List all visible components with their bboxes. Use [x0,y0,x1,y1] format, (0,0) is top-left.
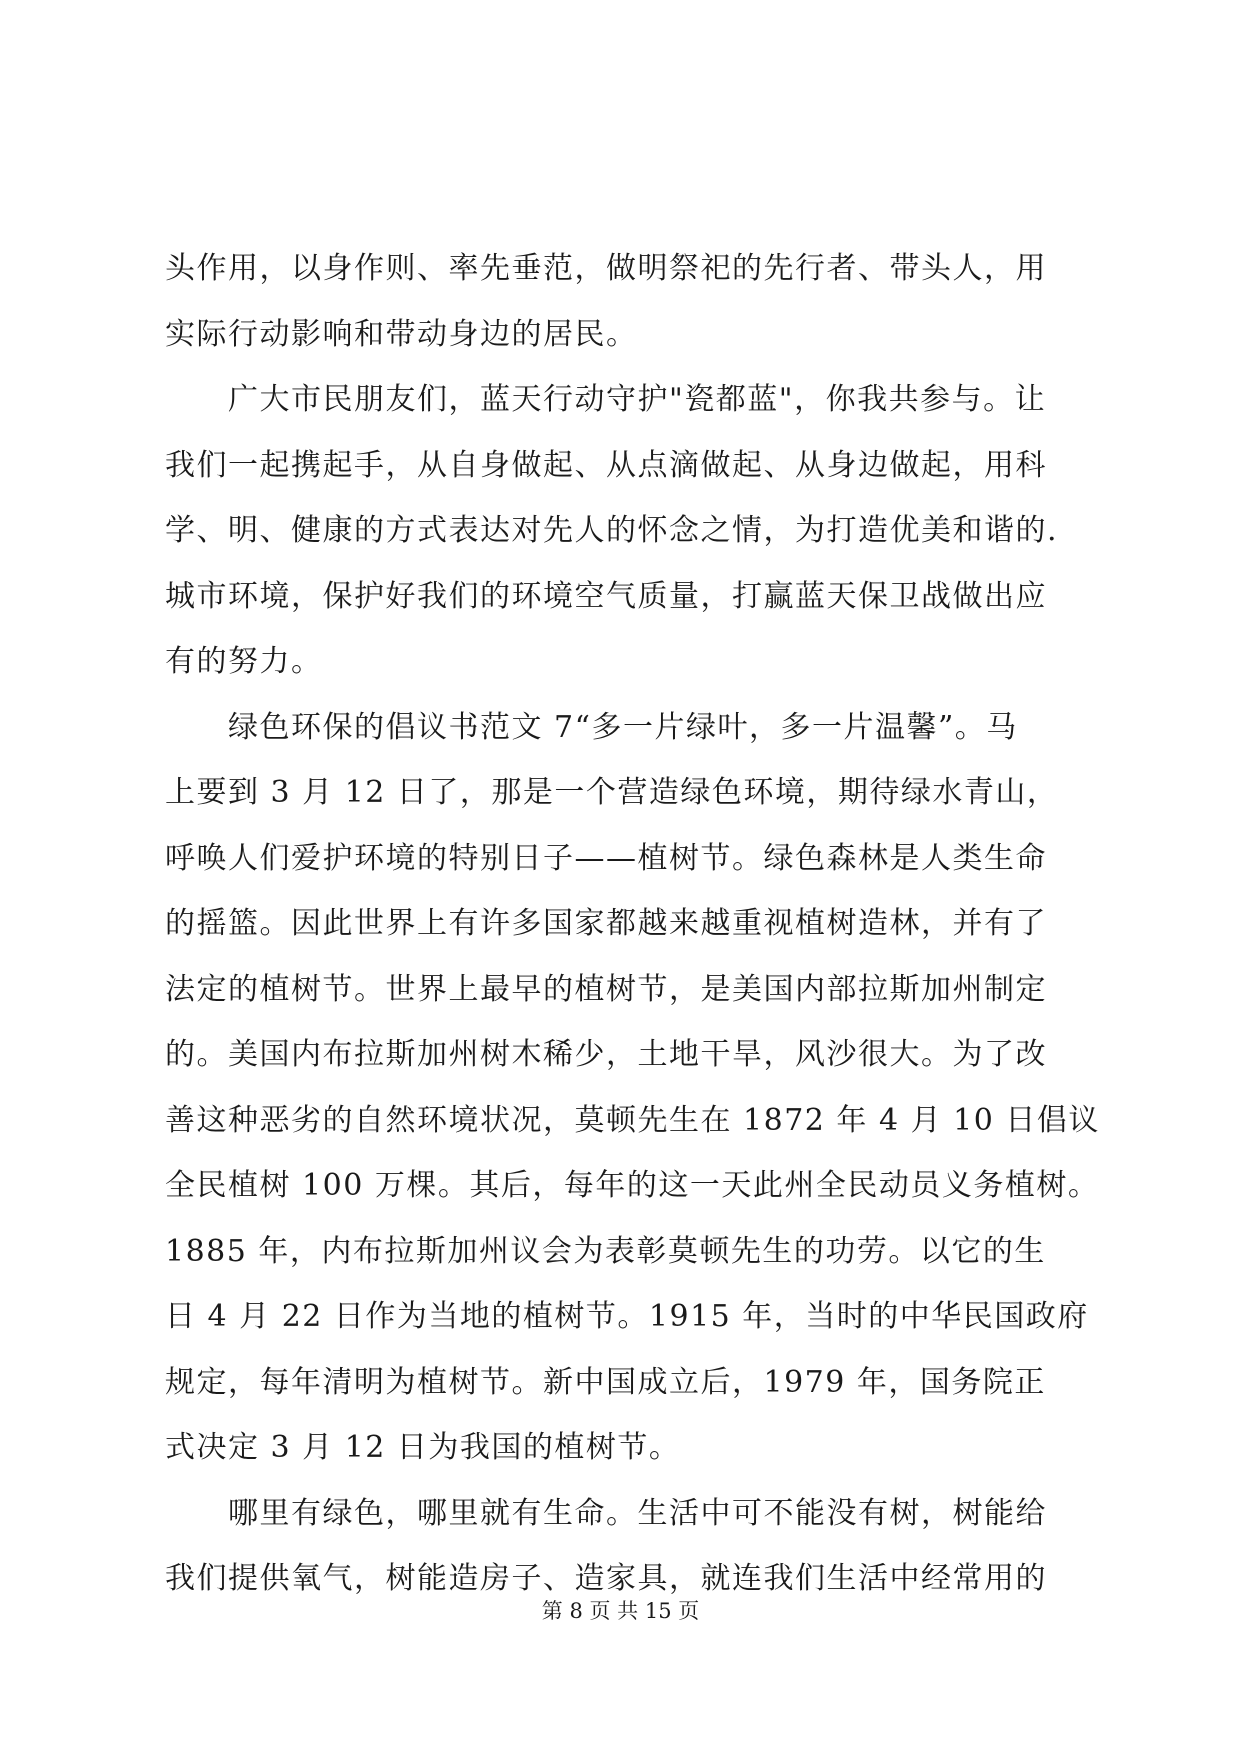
text-line: 我们提供氧气，树能造房子、造家具，就连我们生活中经常用的 [165,1561,1047,1596]
text-line: 实际行动影响和带动身边的居民。 [165,316,638,352]
document-body [165,236,1100,1612]
text-line: 有的努力。 [165,644,323,679]
text-line: 法定的植树节。世界上最早的植树节，是美国内部拉斯加州制定 [165,971,1047,1007]
text-line: 哪里有绿色，哪里就有生命。生活中可不能没有树，树能给 [165,1495,1047,1531]
text-line: 我们一起携起手，从自身做起、从点滴做起、从身边做起，用科 [165,447,1047,483]
text-line: 头作用，以身作则、率先垂范，做明祭祀的先行者、带头人，用 [165,251,1047,286]
text-line: 呼唤人们爱护环境的特别日子——植树节。绿色森林是人类生命 [165,840,1047,876]
text-line: 的。美国内布拉斯加州树木稀少，土地干旱，风沙很大。为了改 [165,1037,1047,1072]
text-line: 规定，每年清明为植树节。新中国成立后，1979 年，国务院正 [165,1364,1046,1400]
page-number-label: 第 8 页 共 15 页 [541,1599,700,1623]
text-line: 全民植树 100 万棵。其后，每年的这一天此州全民动员义务植树。 [165,1168,1100,1203]
text-line: 善这种恶劣的自然环境状况，莫顿先生在 1872 年 4 月 10 日倡议 [165,1102,1100,1138]
text-line: 绿色环保的倡议书范文 7“多一片绿叶，多一片温馨”。马 [165,709,1018,745]
text-line: 1885 年，内布拉斯加州议会为表彰莫顿先生的功劳。以它的生 [165,1233,1046,1269]
text-line: 城市环境，保护好我们的环境空气质量，打赢蓝天保卫战做出应 [165,578,1047,614]
text-line: 日 4 月 22 日作为当地的植树节。1915 年，当时的中华民国政府 [165,1299,1089,1334]
text-line: 上要到 3 月 12 日了，那是一个营造绿色环境，期待绿水青山， [165,775,1059,810]
text-line: 学、明、健康的方式表达对先人的怀念之情，为打造优美和谐的. [165,513,1059,548]
text-line: 广大市民朋友们，蓝天行动守护"瓷都蓝"，你我共参与。让 [165,382,1047,417]
text-line: 式决定 3 月 12 日为我国的植树节。 [165,1430,681,1465]
page-footer [0,1595,1241,1625]
text-line: 的摇篮。因此世界上有许多国家都越来越重视植树造林，并有了 [165,906,1047,941]
